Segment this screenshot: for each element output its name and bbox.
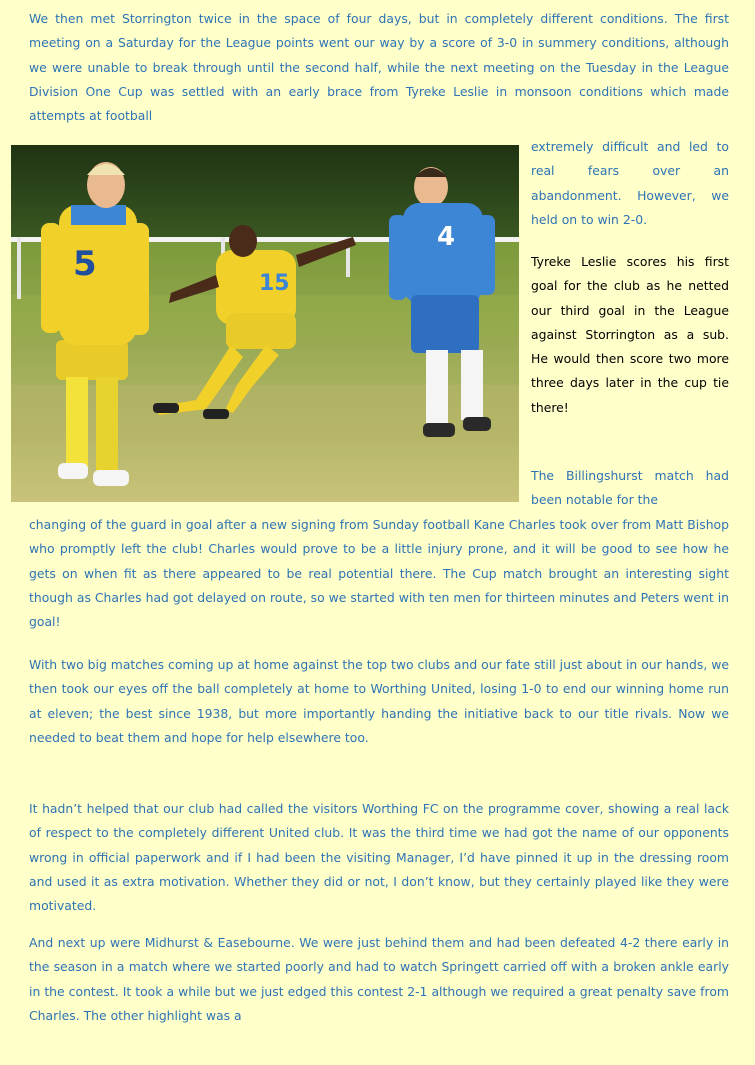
- paragraph-storrington: We then met Storrington twice in the space of four days, but in completely different conditions. The first meeting on a Saturday for the League points went our way by a score of 3-0 in summery conditions, although we were unable to break through until the second half, while the next meeting on the Tuesday in the League Division One Cup was settled with an early brace from Tyreke Leslie in monsoon conditions which made attempts at football: [29, 11, 729, 124]
- paragraph-worthing-united: With two big matches coming up at home against the top two clubs and our fate still just about in our hands, we then took our eyes off the ball completely at home to Worthing United, losing 1-0 to end our winning home run at eleven; the best since 1938, but more importantly handing the initiative back to our title rivals. Now we needed to beat them and hope for help elsewhere too.: [29, 657, 729, 745]
- svg-text:15: 15: [259, 271, 290, 296]
- svg-text:4: 4: [437, 222, 456, 252]
- paragraph-billingshurst: changing of the guard in goal after a new signing from Sunday football Kane Charles took over from Matt Bishop who promptly left the club! Charles would prove to be a little injury prone, and it will be good to see how he gets on when fit as there appeared to be real potential there. The Cup match brought an interesting sight though as Charles had got delayed on route, so we started with ten men for thirteen minutes and Peters went in goal!: [29, 517, 729, 630]
- svg-text:5: 5: [73, 244, 97, 284]
- match-photo: [11, 145, 519, 502]
- paragraph-midhurst: And next up were Midhurst & Easebourne. We were just behind them and had been defeated 4-2 there early in the season in a match where we started poorly and had to watch Springett carried off with a broken ankle early in the contest. It took a while but we just edged this contest 2-1 although we required a great penalty save from Charles. The other highlight was a: [29, 935, 729, 1023]
- photo-caption: Tyreke Leslie scores his first goal for the club as he netted our third goal in the League against Storrington as a sub. He would then score two more three days later in the cup tie there!: [531, 254, 729, 415]
- paragraph-storrington-continued: extremely difficult and led to real fears over an abandonment. However, we held on to win 2-0.: [531, 139, 729, 227]
- paragraph-programme-cover: It hadn’t helped that our club had called the visitors Worthing FC on the programme cover, showing a real lack of respect to the completely different United club. It was the third time we had got the name of our opponents wrong in official paperwork and if I had been the visiting Manager, I’d have pinned it up in the dressing room and used it as extra motivation. Whether they did or not, I don’t know, but they certainly played like they were motivated.: [29, 801, 729, 914]
- paragraph-billingshurst-start: The Billingshurst match had been notable for the: [531, 468, 729, 508]
